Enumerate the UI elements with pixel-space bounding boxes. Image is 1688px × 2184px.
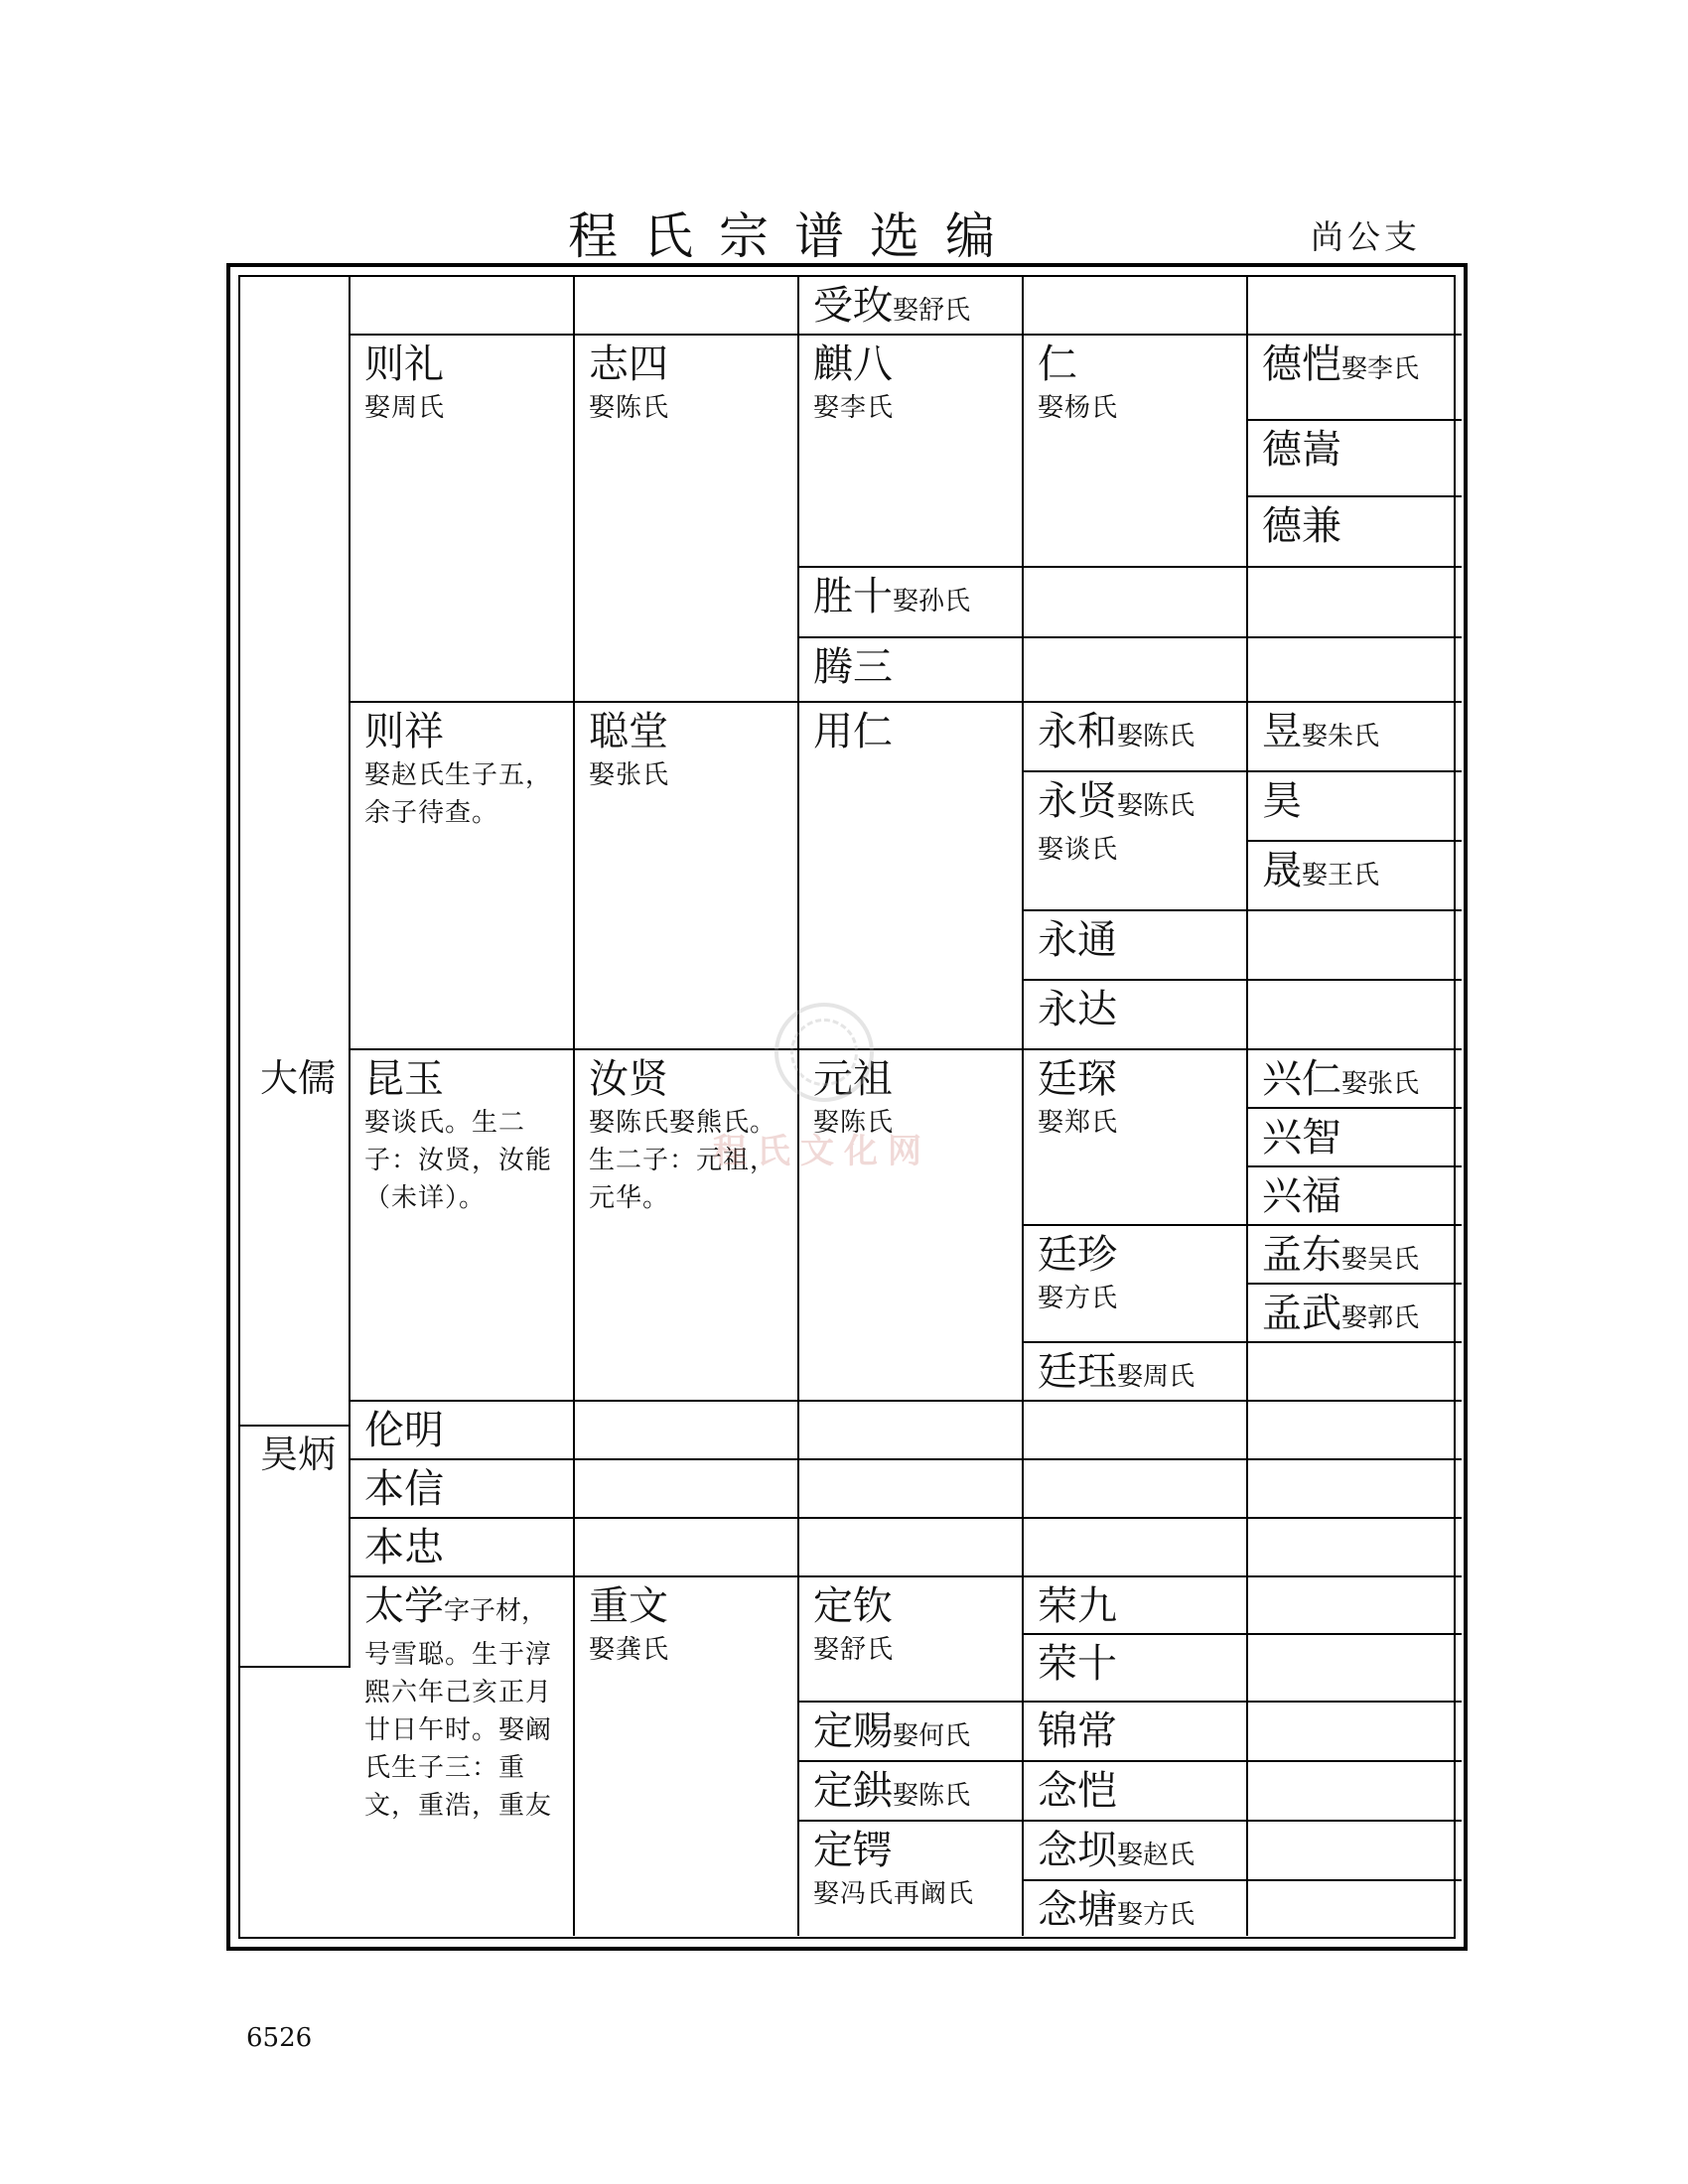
person-note: 娶谈氏。生二子：汝贤，汝能（未详）。 [364,1108,553,1213]
genealogy-cell [351,703,575,1050]
genealogy-cell [1248,772,1462,842]
person-name-line [1038,1349,1236,1400]
watermark-seal-icon [774,1003,874,1102]
person-name: 孟武 [1262,1291,1341,1336]
person-name-line [813,709,1012,754]
person-name: 定锷 [813,1828,893,1873]
person-name: 定赐 [813,1708,893,1754]
person-note: 娶李氏 [813,393,895,423]
genealogy-cell [799,1050,1024,1402]
person-name-line [1038,1583,1236,1629]
person-note: 号雪聪。生于淳熙六年己亥正月廿日午时。娶阚氏生子三：重文，重浩，重友 [364,1640,553,1821]
spouse-inline: 娶舒氏 [893,296,971,326]
genealogy-cell [799,638,1024,703]
genealogy-cell [1248,638,1462,703]
person-name: 兴仁 [1262,1056,1341,1102]
person-name: 重文 [589,1583,668,1629]
person-name-line [1262,1232,1452,1283]
genealogy-cell [1248,1050,1462,1109]
genealogy-cell [1248,1703,1462,1762]
spouse-inline: 娶陈氏 [893,1781,971,1811]
genealogy-grid [240,277,1454,1937]
person-name: 用仁 [813,709,893,754]
person-name-line [364,341,563,387]
person-name: 昊 [1262,778,1302,824]
genealogy-cell [1248,981,1462,1050]
person-name: 永贤 [1038,778,1117,824]
genealogy-cell [1248,336,1462,421]
person-name: 汝贤 [589,1056,668,1102]
person-name-line [1262,1173,1452,1219]
person-name: 德兼 [1262,503,1341,549]
genealogy-cell [1248,568,1462,638]
person-name-line [1038,341,1236,387]
person-note: 娶方氏 [1038,1284,1119,1313]
genealogy-cell [1248,703,1462,772]
person-name-line [364,1408,563,1453]
person-name: 兴智 [1262,1115,1341,1160]
spouse-inline: 娶周氏 [1117,1362,1196,1392]
genealogy-cell [575,1460,799,1519]
person-name-line [1262,848,1452,898]
person-name: 志四 [589,341,668,387]
generation-cell [240,1427,351,1668]
genealogy-cell [1248,842,1462,911]
genealogy-cell [351,277,575,336]
genealogy-cell [799,703,1024,1050]
spouse-inline: 娶陈氏 [1117,791,1196,821]
person-name-line [589,341,787,387]
person-name: 麒八 [813,341,893,387]
person-note: 娶周氏 [364,393,446,423]
genealogy-cell [1024,568,1248,638]
person-name: 锦常 [1038,1708,1117,1754]
person-name: 伦明 [364,1408,444,1453]
person-name-line [1262,778,1452,824]
genealogy-cell [1024,336,1248,568]
genealogy-cell [1248,1109,1462,1167]
person-name-line [813,1768,1012,1819]
spouse-inline: 娶郭氏 [1341,1303,1420,1333]
person-name-line [1038,1056,1236,1102]
branch-label: 尚公支 [1311,217,1421,256]
genealogy-cell [351,1460,575,1519]
genealogy-cell [799,277,1024,336]
person-name: 腾三 [813,644,893,690]
person-name: 定鉷 [813,1768,893,1814]
person-note: 娶陈氏 [813,1108,895,1138]
genealogy-cell [575,336,799,703]
genealogy-cell [1024,703,1248,772]
spouse-inline: 娶陈氏 [1117,722,1196,751]
person-name-line [1262,341,1452,392]
genealogy-cell [799,568,1024,638]
person-name: 念恺 [1038,1768,1117,1814]
person-name: 定钦 [813,1583,893,1629]
genealogy-cell [1024,1577,1248,1635]
person-name: 本信 [364,1466,444,1512]
person-name-line [1038,1708,1236,1754]
person-name: 兴福 [1262,1173,1341,1219]
genealogy-cell [575,1050,799,1402]
genealogy-cell [799,1519,1024,1577]
genealogy-cell [1024,1635,1248,1703]
spouse-inline: 娶方氏 [1117,1900,1196,1930]
person-name-line [1262,427,1452,473]
person-name-line [364,1466,563,1512]
person-name: 晟 [1262,848,1302,893]
spouse-inline: 娶孙氏 [893,587,971,616]
person-name-line [1262,1291,1452,1341]
genealogy-cell [1248,1343,1462,1402]
person-name-line [813,283,1012,334]
person-name-line [1038,1887,1236,1936]
genealogy-cell [351,1519,575,1577]
genealogy-cell [351,1050,575,1402]
person-name: 荣十 [1038,1641,1117,1687]
genealogy-cell [1024,1402,1248,1460]
genealogy-cell [1248,421,1462,497]
genealogy-cell [1024,1703,1248,1762]
genealogy-cell [1024,911,1248,981]
spouse-inline: 娶张氏 [1341,1069,1420,1099]
spouse-inline: 字子材， [444,1596,548,1626]
genealogy-cell [351,1577,575,1936]
person-name-line [364,1583,563,1634]
spouse-inline: 娶赵氏 [1117,1841,1196,1870]
person-name: 永通 [1038,917,1117,963]
genealogy-cell [1248,1762,1462,1822]
person-name: 受玫 [813,283,893,329]
genealogy-cell [1024,1519,1248,1577]
person-name: 则祥 [364,709,444,754]
genealogy-cell [1024,638,1248,703]
genealogy-cell [799,1822,1024,1936]
generation-label: 大儒 [260,1056,337,1100]
genealogy-table-inner [238,275,1456,1939]
genealogy-cell [575,1519,799,1577]
person-note: 娶陈氏娶熊氏。生二子：元祖，元华。 [589,1108,777,1213]
person-name-line [364,1525,563,1570]
person-name-line [589,1056,787,1102]
genealogy-cell [1248,911,1462,981]
person-name: 廷珏 [1038,1349,1117,1395]
watermark-text: 程氏文化网 [713,1132,931,1171]
genealogy-cell [1024,1343,1248,1402]
genealogy-cell [1024,277,1248,336]
person-name: 永达 [1038,987,1117,1032]
genealogy-cell [1024,1822,1248,1881]
person-name: 本忠 [364,1525,444,1570]
genealogy-cell [799,1577,1024,1703]
person-name: 太学 [364,1583,444,1629]
genealogy-cell [575,1577,799,1936]
page-number: 6526 [246,2023,313,2053]
person-name: 孟东 [1262,1232,1341,1278]
genealogy-cell [1024,1881,1248,1936]
person-name-line [364,1056,563,1102]
generation-label: 昊炳 [260,1433,337,1476]
person-name-line [364,709,563,754]
person-name-line [813,341,1012,387]
genealogy-cell [1248,1577,1462,1635]
genealogy-cell [1024,1460,1248,1519]
person-name-line [1262,709,1452,759]
genealogy-cell [1248,277,1462,336]
person-name-line [1038,1828,1236,1878]
person-name: 德嵩 [1262,427,1341,473]
spouse-inline: 娶吴氏 [1341,1245,1420,1275]
spouse-inline: 娶李氏 [1341,354,1420,384]
person-name: 胜十 [813,574,893,619]
person-name: 聪堂 [589,709,668,754]
person-name: 昱 [1262,709,1302,754]
genealogy-cell [1248,1226,1462,1285]
genealogy-cell [1024,1762,1248,1822]
genealogy-cell [351,1402,575,1460]
genealogy-cell [1248,1519,1462,1577]
genealogy-cell [1024,1226,1248,1343]
genealogy-cell [351,336,575,703]
generation-cell [240,1050,351,1427]
person-name-line [1038,917,1236,963]
genealogy-cell [1024,1050,1248,1226]
genealogy-cell [575,277,799,336]
genealogy-cell [1248,497,1462,568]
genealogy-cell [799,336,1024,568]
genealogy-cell [799,1703,1024,1762]
genealogy-cell [1248,1285,1462,1343]
person-name: 元祖 [813,1056,893,1102]
genealogy-cell [1248,1402,1462,1460]
person-note: 娶陈氏 [589,393,670,423]
genealogy-cell [575,1402,799,1460]
person-name-line [1038,1232,1236,1278]
person-name-line [1038,709,1236,759]
person-name: 德恺 [1262,341,1341,387]
person-note: 娶张氏 [589,760,670,790]
person-name-line [1262,1056,1452,1107]
genealogy-cell [1248,1167,1462,1226]
genealogy-cell [799,1402,1024,1460]
person-name: 念坝 [1038,1828,1117,1873]
genealogy-table [226,263,1468,1951]
genealogy-cell [575,703,799,1050]
genealogy-cell [1024,772,1248,911]
spouse-inline: 娶王氏 [1302,861,1380,890]
genealogy-cell [1248,1635,1462,1703]
person-name-line [1262,503,1452,549]
person-name-line [589,709,787,754]
person-name-line [1038,1641,1236,1687]
genealogy-cell [799,1762,1024,1822]
person-name-line [589,1583,787,1629]
person-name-line [1038,1768,1236,1814]
person-name: 荣九 [1038,1583,1117,1629]
person-name-line [813,1708,1012,1759]
genealogy-cell [799,1460,1024,1519]
genealogy-cell [1024,981,1248,1050]
person-note: 娶赵氏生子五，余子待查。 [364,760,553,828]
person-note: 娶冯氏再阚氏 [813,1879,975,1909]
spouse-inline: 娶朱氏 [1302,722,1380,751]
person-note: 娶郑氏 [1038,1108,1119,1138]
person-name: 仁 [1038,341,1077,387]
person-name-line [813,1583,1012,1629]
page-title: 程氏宗谱选编 [568,207,1021,265]
genealogy-cell [1248,1822,1462,1881]
person-name-line [813,644,1012,690]
person-name-line [1038,987,1236,1032]
person-note: 娶杨氏 [1038,393,1119,423]
person-name-line [813,1828,1012,1873]
genealogy-cell [1248,1881,1462,1936]
person-name-line [1262,1115,1452,1160]
person-name: 则礼 [364,341,444,387]
person-note: 娶谈氏 [1038,835,1119,865]
person-note: 娶龚氏 [589,1635,670,1665]
person-name: 昆玉 [364,1056,444,1102]
genealogy-cell [1248,1460,1462,1519]
person-name-line [813,574,1012,624]
person-note: 娶舒氏 [813,1635,895,1665]
person-name: 永和 [1038,709,1117,754]
person-name: 廷珍 [1038,1232,1117,1278]
person-name: 廷琛 [1038,1056,1117,1102]
spouse-inline: 娶何氏 [893,1721,971,1751]
person-name: 念塘 [1038,1887,1117,1933]
person-name-line [1038,778,1236,829]
